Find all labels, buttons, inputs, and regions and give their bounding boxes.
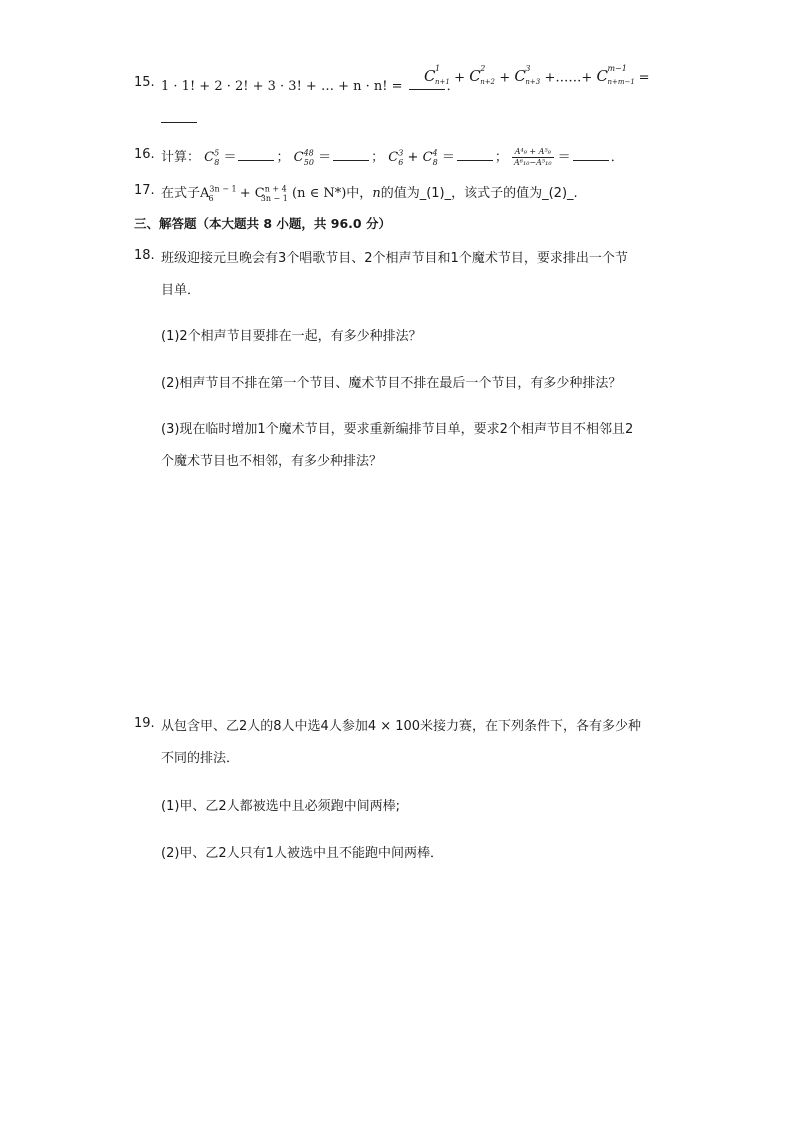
q16-term-1: $C^5_8$ xyxy=(204,148,220,167)
q19-line-1: 从包含甲、乙2人的8人中选4人参加4 × 100米接力赛，在下列条件下，各有多少种 xyxy=(161,719,642,734)
q15-blank-2[interactable] xyxy=(161,122,197,123)
q17-number: 17. xyxy=(134,183,155,198)
q15-sum: 1 · 1! + 2 · 2! + 3 · 3! + … + n · n! = xyxy=(161,79,403,94)
q16-blank-3[interactable] xyxy=(457,150,493,161)
q16-blank-2[interactable] xyxy=(333,150,369,161)
q19-line-2: 不同的排法． xyxy=(161,751,240,766)
q16-blank-1[interactable] xyxy=(238,150,274,161)
q15-number: 15. xyxy=(134,75,155,90)
q15-c3: C 3 n+3 xyxy=(514,64,541,86)
q15-c1: C 1 n+1 xyxy=(424,64,450,86)
q16-fraction: $\frac{\text{A⁴₉ + A⁵₉}}{\text{A⁶₁₀−A⁵₁₀}}$ xyxy=(514,147,552,167)
q19-part-2: (2)甲、乙2人只有1人被选中且不能跑中间两棒． xyxy=(161,846,443,861)
q16-term-2: $C^{48}_{50}$ xyxy=(293,148,314,167)
q15-expression xyxy=(161,75,460,94)
q15-c2: C 2 n+2 xyxy=(469,64,496,86)
section-heading: 三、解答题（本大题共 8 小题，共 96.0 分） xyxy=(134,216,391,231)
q19-part-1: (1)甲、乙2人都被选中且必须跑中间两棒; xyxy=(161,799,401,814)
q18-line-1: 班级迎接元旦晚会有3个唱歌节目、2个相声节目和1个魔术节目，要求排出一个节 xyxy=(161,251,628,266)
q18-line-2: 目单． xyxy=(161,283,201,298)
q18-number: 18. xyxy=(134,248,155,263)
q18-part-3b: 个魔术节目也不相邻，有多少种排法？ xyxy=(161,454,383,469)
q15-combination-sum: C 1 n+1 + C 2 n+2 + C 3 n+3 +……+ C m−1 n+m−1 = xyxy=(424,64,650,86)
q17-text: 在式子$A^{3n - 1}_6 + C^{n + 4}_{3n - 1}$ (n ∈ N*)中，n的值为_(1)_，该式子的值为_(2)_. xyxy=(161,184,578,203)
q15-dots: +……+ xyxy=(544,70,593,86)
q16-label: 计算： xyxy=(161,150,201,165)
q16-number: 16. xyxy=(134,147,155,162)
q15-c4: C m−1 n+m−1 xyxy=(596,64,635,86)
q19-number: 19. xyxy=(134,716,155,731)
q16-blank-4[interactable] xyxy=(573,150,609,161)
q16-expression: 计算： $C^5_8$ ＝ ； $C^{48}_{50}$ ＝ ； $C^3_6 + C^4_8$ ＝ ； $\frac{\text{A⁴₉ + A⁵₉}}{\text{A⁶₁₀−A⁵₁₀}}$ ＝ ． xyxy=(161,147,624,167)
q16-term-3b: $C^4_8$ xyxy=(422,148,438,167)
q15-end: ． xyxy=(446,79,460,94)
q18-part-3a: (3)现在临时增加1个魔术节目，要求重新编排节目单，要求2个相声节目不相邻且2 xyxy=(161,422,634,437)
q18-part-1: (1)2个相声节目要排在一起，有多少种排法？ xyxy=(161,329,422,344)
q15-eq: = xyxy=(638,70,650,86)
q18-part-2: (2)相声节目不排在第一个节目、魔术节目不排在最后一个节目，有多少种排法？ xyxy=(161,376,622,391)
q16-term-3a: $C^3_6$ xyxy=(388,148,404,167)
